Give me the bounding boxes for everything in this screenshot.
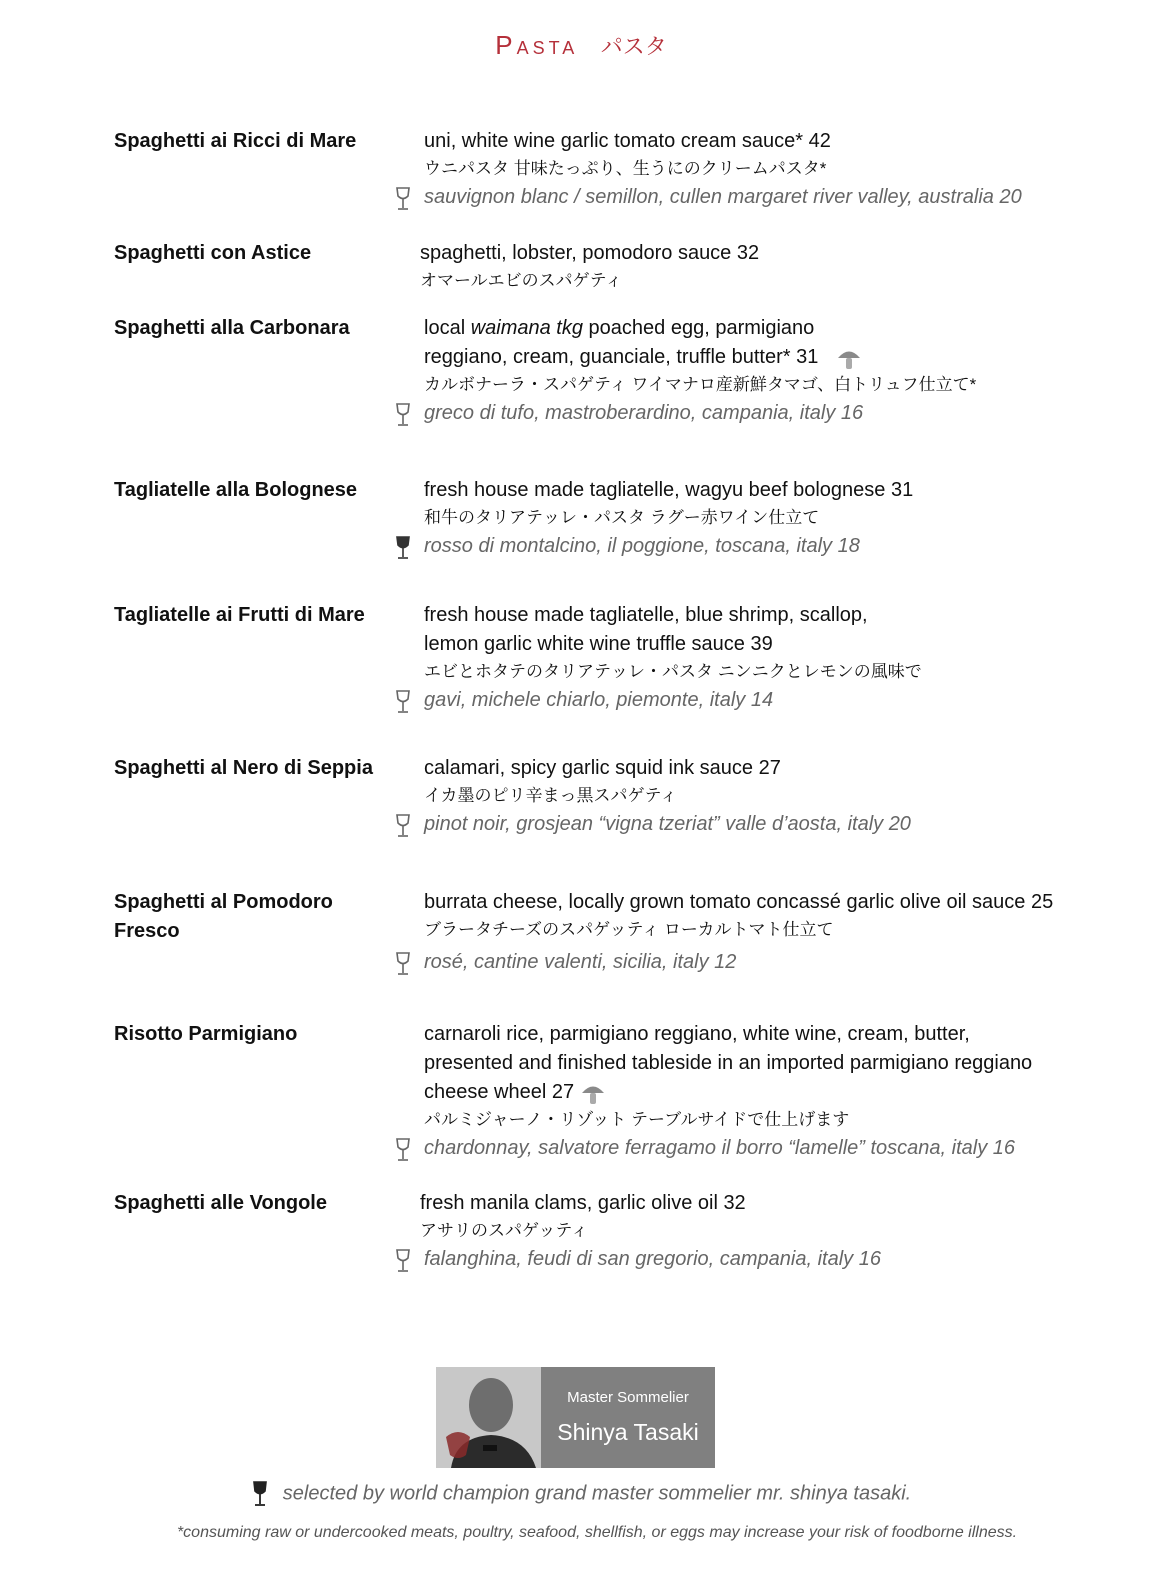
wine-glass-icon: [394, 952, 412, 976]
wine-pairing: [424, 947, 1124, 977]
dish-name-ja: パルミジャーノ・リゾット テーブルサイドで仕上げます: [424, 1110, 850, 1129]
mushroom-icon: [580, 1080, 606, 1106]
dish-name-ja: ブラータチーズのスパゲッティ ローカルトマト仕立て: [424, 920, 834, 939]
mushroom-icon: [836, 345, 862, 371]
dish-name-ja: イカ墨のピリ辛まっ黒スパゲティ: [424, 786, 678, 805]
dish-name-ja: オマールエビのスパゲティ: [420, 271, 623, 290]
dish-description: [424, 314, 1124, 428]
dish-name-ja: カルボナーラ・スパゲティ ワイマナロ産新鮮タマゴ、白トリュフ仕立て*: [424, 375, 977, 394]
desc-line: carnaroli rice, parmigiano reggiano, white wine, cream, butter,: [424, 1023, 970, 1045]
desc-line: spaghetti, lobster, pomodoro sauce 32: [420, 242, 760, 264]
wine-text: falanghina, feudi di san gregorio, campania, italy 16: [424, 1248, 881, 1270]
dish-name: Spaghetti al Nero di Seppia: [114, 757, 373, 779]
wine-pairing: [424, 809, 1124, 839]
wine-pairing: [424, 685, 1124, 715]
wine-glass-icon: [394, 1249, 412, 1273]
dish-name-ja: アサリのスパゲッティ: [420, 1221, 588, 1240]
sommelier-photo: [436, 1367, 541, 1468]
wine-pairing: [420, 1244, 1120, 1274]
health-disclaimer: *consuming raw or undercooked meats, poultry, seafood, shellfish, or eggs may increase your risk of foodborne illness.: [176, 1524, 1018, 1541]
wine-glass-icon: [394, 814, 412, 838]
desc-text: local: [424, 317, 471, 339]
desc-emphasis: waimana tkg: [470, 317, 583, 339]
desc-line: [424, 1078, 1124, 1107]
dish-name: Spaghetti alle Vongole: [114, 1192, 327, 1214]
dish-name: Tagliatelle ai Frutti di Mare: [114, 604, 365, 626]
wine-text: chardonnay, salvatore ferragamo il borro “lamelle” toscana, italy 16: [424, 1137, 1016, 1159]
dish-name: Spaghetti ai Ricci di Mare: [114, 130, 357, 152]
dish-name: Spaghetti al Pomodoro Fresco: [114, 891, 333, 942]
dish-name-ja: エビとホタテのタリアテッレ・パスタ ニンニクとレモンの風味で: [424, 662, 922, 681]
wine-glass-icon: [394, 403, 412, 427]
dish-description: [424, 476, 1124, 561]
wine-text: sauvignon blanc / semillon, cullen margaret river valley, australia 20: [424, 186, 1022, 208]
desc-line: uni, white wine garlic tomato cream sauce* 42: [424, 130, 831, 152]
menu-title: [0, 30, 1162, 61]
title-en: Pasta: [495, 30, 579, 60]
desc-line: calamari, spicy garlic squid ink sauce 27: [424, 757, 781, 779]
badge-label: Master Sommelier: [567, 1389, 689, 1406]
wine-text: rosso di montalcino, il poggione, toscana, italy 18: [424, 535, 860, 557]
wine-pairing: [424, 1133, 1124, 1163]
wine-pairing: [424, 398, 1124, 428]
badge-name: Shinya Tasaki: [557, 1419, 699, 1445]
sommelier-note-text: selected by world champion grand master sommelier mr. shinya tasaki.: [282, 1482, 912, 1505]
dish-description: [424, 1020, 1124, 1163]
desc-line: fresh house made tagliatelle, blue shrimp, scallop,: [424, 604, 868, 626]
desc-line: fresh house made tagliatelle, wagyu beef bolognese 31: [424, 479, 914, 501]
dish-description: [420, 239, 1120, 294]
dish-description: [424, 127, 1124, 212]
wine-glass-icon: [394, 1138, 412, 1162]
title-ja: パスタ: [600, 34, 667, 59]
dish-name: Tagliatelle alla Bolognese: [114, 479, 358, 501]
sommelier-portrait-icon: [436, 1367, 541, 1468]
sommelier-note: [0, 1481, 1162, 1507]
dish-description: [424, 888, 1124, 977]
sommelier-badge: [436, 1367, 715, 1468]
dish-name-ja: ウニパスタ 甘味たっぷり、生うにのクリームパスタ*: [424, 159, 827, 178]
wine-pairing: [424, 182, 1124, 212]
desc-line: [424, 314, 1124, 343]
desc-text: cheese wheel 27: [424, 1081, 575, 1103]
desc-text: poached egg, parmigiano: [582, 317, 815, 339]
dish-name: Spaghetti alla Carbonara: [114, 317, 350, 339]
desc-line: [424, 343, 1124, 372]
wine-text: gavi, michele chiarlo, piemonte, italy 14: [424, 689, 774, 711]
desc-line: burrata cheese, locally grown tomato concassé garlic olive oil sauce 25: [424, 891, 1054, 913]
desc-line: presented and finished tableside in an imported parmigiano reggiano: [424, 1052, 1033, 1074]
wine-glass-icon: [251, 1481, 269, 1507]
dish-description: [424, 754, 1124, 839]
wine-glass-icon: [394, 187, 412, 211]
wine-glass-icon: [394, 690, 412, 714]
wine-pairing: [424, 531, 1124, 561]
dish-description: [420, 1189, 1120, 1274]
desc-line: fresh manila clams, garlic olive oil 32: [420, 1192, 746, 1214]
dish-name: Risotto Parmigiano: [114, 1023, 298, 1045]
wine-text: pinot noir, grosjean “vigna tzeriat” valle d’aosta, italy 20: [424, 813, 911, 835]
desc-line: lemon garlic white wine truffle sauce 39: [424, 633, 773, 655]
dish-description: [424, 601, 1124, 715]
desc-text: reggiano, cream, guanciale, truffle butter* 31: [424, 346, 819, 368]
wine-text: rosé, cantine valenti, sicilia, italy 12: [424, 951, 737, 973]
dish-name-ja: 和牛のタリアテッレ・パスタ ラグー赤ワイン仕立て: [424, 508, 820, 527]
wine-text: greco di tufo, mastroberardino, campania, italy 16: [424, 402, 864, 424]
wine-glass-icon: [394, 536, 412, 560]
dish-name: Spaghetti con Astice: [114, 242, 312, 264]
